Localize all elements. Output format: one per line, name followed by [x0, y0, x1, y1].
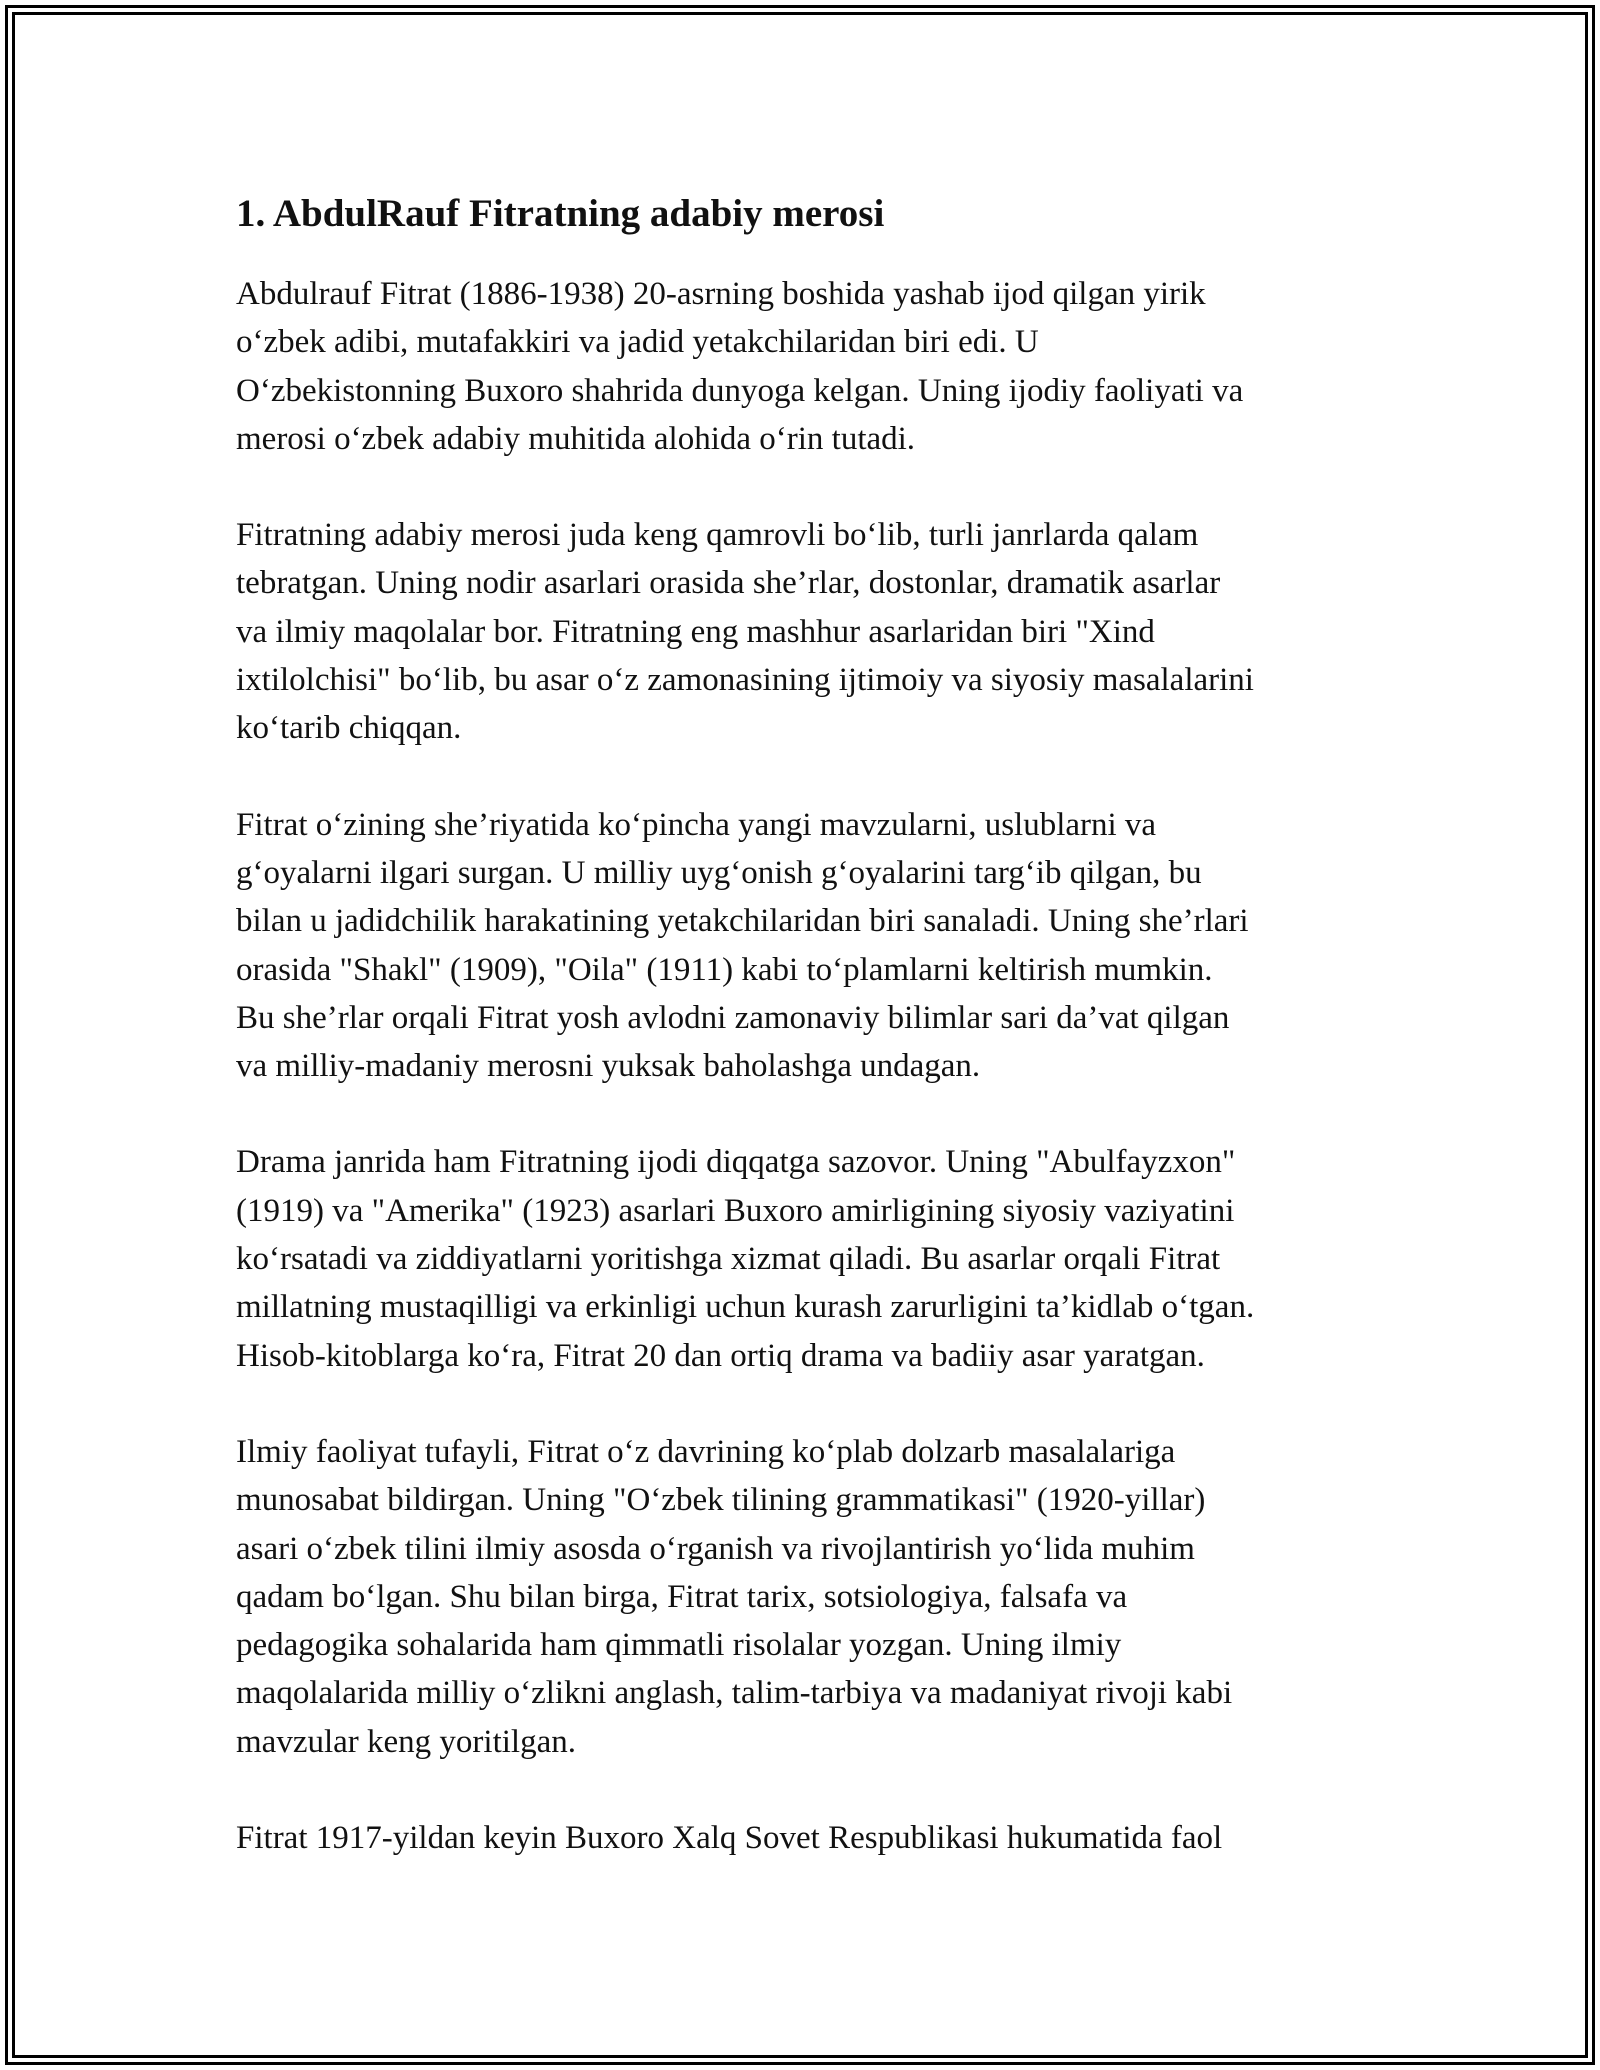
text-line: Fitrat o‘zining she’riyatida ko‘pincha yangi mavzularni, uslublarni va: [236, 806, 1157, 843]
text-line: O‘zbekistonning Buxoro shahrida dunyoga kelgan. Uning ijodiy faoliyati va: [236, 372, 1244, 409]
text-line: g‘oyalarni ilgari surgan. U milliy uyg‘onish g‘oyalarini targ‘ib qilgan, bu: [236, 854, 1202, 891]
text-line: millatning mustaqilligi va erkinligi uchun kurash zarurligini ta’kidlab o‘tgan.: [236, 1289, 1255, 1326]
text-line: (1919) va "Amerika" (1923) asarlari Buxoro amirligining siyosiy vaziyatini: [236, 1192, 1235, 1229]
paragraph-6: [236, 1814, 1376, 1862]
section-heading: 1. AbdulRauf Fitratning adabiy merosi: [236, 192, 885, 235]
text-line: Ilmiy faoliyat tufayli, Fitrat o‘z davrining ko‘plab dolzarb masalalariga: [236, 1433, 1176, 1470]
text-line: ko‘rsatadi va ziddiyatlarni yoritishga xizmat qiladi. Bu asarlar orqali Fitrat: [236, 1241, 1221, 1278]
document-body: [236, 188, 1376, 1910]
text-line: bilan u jadidchilik harakatining yetakchilaridan biri sanaladi. Uning she’rlari: [236, 903, 1249, 940]
text-line: Hisob-kitoblarga ko‘ra, Fitrat 20 dan ortiq drama va badiiy asar yaratgan.: [236, 1337, 1205, 1374]
text-line: qadam bo‘lgan. Shu bilan birga, Fitrat tarix, sotsiologiya, falsafa va: [236, 1578, 1128, 1615]
paragraph-1: [236, 270, 1376, 463]
paragraph-5: [236, 1428, 1376, 1766]
text-line: munosabat bildirgan. Uning "O‘zbek tilining grammatikasi" (1920-yillar): [236, 1482, 1206, 1519]
text-line: va ilmiy maqolalar bor. Fitratning eng mashhur asarlaridan biri "Xind: [236, 613, 1155, 650]
text-line: asari o‘zbek tilini ilmiy asosda o‘rganish va rivojlantirish yo‘lida muhim: [236, 1530, 1195, 1567]
text-line: pedagogika sohalarida ham qimmatli risolalar yozgan. Uning ilmiy: [236, 1627, 1122, 1664]
text-line: Fitrat 1917-yildan keyin Buxoro Xalq Sovet Respublikasi hukumatida faol: [236, 1820, 1223, 1857]
text-line: va milliy-madaniy merosni yuksak baholashga undagan.: [236, 1048, 981, 1085]
text-line: maqolalarida milliy o‘zlikni anglash, talim-tarbiya va madaniyat rivoji kabi: [236, 1675, 1233, 1712]
text-line: merosi o‘zbek adabiy muhitida alohida o‘rin tutadi.: [236, 420, 916, 457]
text-line: o‘zbek adibi, mutafakkiri va jadid yetakchilaridan biri edi. U: [236, 324, 1039, 361]
text-line: mavzular keng yoritilgan.: [236, 1723, 576, 1760]
text-line: tebratgan. Uning nodir asarlari orasida she’rlar, dostonlar, dramatik asarlar: [236, 565, 1221, 602]
text-line: orasida "Shakl" (1909), "Oila" (1911) kabi to‘plamlarni keltirish mumkin.: [236, 951, 1213, 988]
text-line: ixtilolchisi" bo‘lib, bu asar o‘z zamonasining ijtimoiy va siyosiy masalalarini: [236, 662, 1254, 699]
text-line: Fitratning adabiy merosi juda keng qamrovli bo‘lib, turli janrlarda qalam: [236, 517, 1199, 554]
paragraph-4: [236, 1138, 1376, 1379]
text-line: ko‘tarib chiqqan.: [236, 710, 462, 747]
text-line: Drama janrida ham Fitratning ijodi diqqatga sazovor. Uning "Abulfayzxon": [236, 1144, 1236, 1181]
paragraph-3: [236, 801, 1376, 1091]
paragraph-2: [236, 511, 1376, 752]
text-line: Bu she’rlar orqali Fitrat yosh avlodni zamonaviy bilimlar sari da’vat qilgan: [236, 999, 1230, 1036]
text-line: Abdulrauf Fitrat (1886-1938) 20-asrning boshida yashab ijod qilgan yirik: [236, 276, 1206, 312]
